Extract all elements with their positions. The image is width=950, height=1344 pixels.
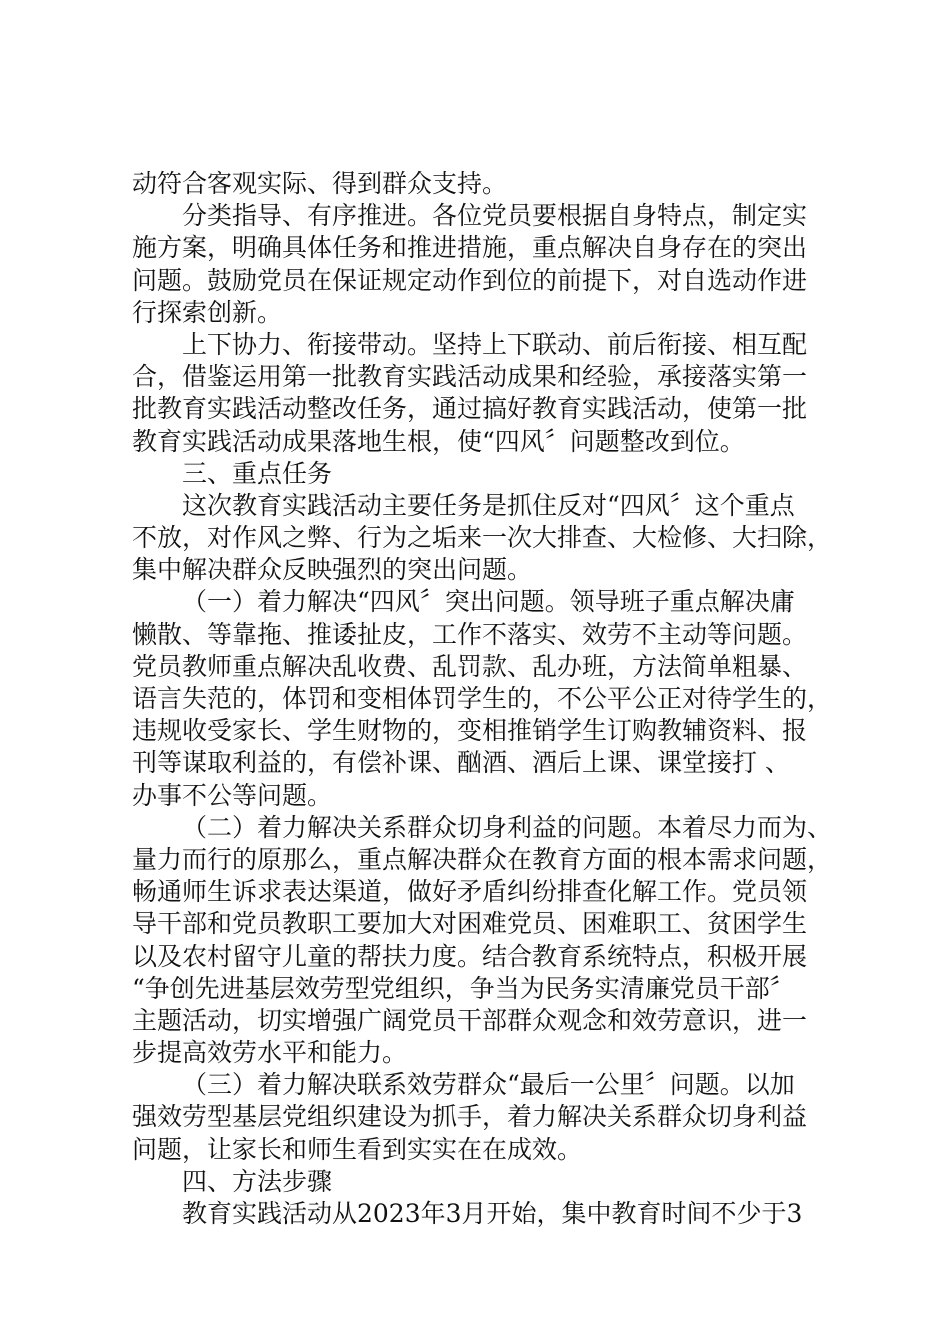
- text-line: （二）着力解决关系群众切身利益的问题。本着尽力而为、: [182, 812, 833, 842]
- text-line: （一）着力解决“四风〞突出问题。领导班子重点解决庸: [182, 587, 795, 617]
- document-body: [132, 168, 833, 1230]
- text-line: 合，借鉴运用第一批教育实践活动成果和经验，承接落实第一: [132, 362, 808, 392]
- text-line: 办事不公等问题。: [132, 780, 333, 810]
- text-line: 步提高效劳水平和能力。: [132, 1038, 408, 1068]
- text-line: 施方案，明确具体任务和推进措施，重点解决自身存在的突出: [132, 233, 808, 263]
- text-line: 主题活动，切实增强广阔党员干部群众观念和效劳意识，进一: [132, 1005, 808, 1035]
- text-line: 集中解决群众反映强烈的突出问题。: [132, 555, 533, 585]
- text-line: 懒散、等靠拖、推诿扯皮，工作不落实、效劳不主动等问题。: [132, 619, 808, 649]
- text-line: 行探索创新。: [132, 297, 283, 327]
- text-line: 党员教师重点解决乱收费、乱罚款、乱办班，方法简单粗暴、: [132, 651, 808, 681]
- text-line: （三）着力解决联系效劳群众“最后一公里〞问题。以加: [182, 1070, 795, 1100]
- text-line: 教育实践活动成果落地生根，使“四风〞问题整改到位。: [132, 426, 745, 456]
- text-line: 这次教育实践活动主要任务是抓住反对“四风〞这个重点: [182, 490, 795, 520]
- text-line: 以及农村留守儿童的帮扶力度。结合教育系统特点，积极开展: [132, 941, 808, 971]
- text-line: 动符合客观实际、得到群众支持。: [132, 169, 508, 198]
- text-line: 问题。鼓励党员在保证规定动作到位的前提下，对自选动作进: [132, 265, 808, 295]
- text-line: “争创先进基层效劳型党组织，争当为民务实清廉党员干部〞: [132, 973, 795, 1003]
- text-line: 违规收受家长、学生财物的，变相推销学生订购教辅资料、报: [132, 716, 808, 746]
- text-line: 问题，让家长和师生看到实实在在成效。: [132, 1134, 583, 1164]
- text-line: 上下协力、衔接带动。坚持上下联动、前后衔接、相互配: [182, 329, 808, 359]
- text-line: 教育实践活动从2023年3月开始，集中教育时间不少于3: [182, 1199, 803, 1228]
- text-line: 三、重点任务: [182, 458, 333, 488]
- text-line: 导干部和党员教职工要加大对困难党员、困难职工、贫困学生: [132, 909, 808, 939]
- text-line: 不放，对作风之弊、行为之垢来一次大排查、大检修、大扫除，: [132, 523, 833, 553]
- text-line: 刊等谋取利益的，有偿补课、酗酒、酒后上课、课堂接打 、: [132, 748, 790, 778]
- text-line: 强效劳型基层党组织建设为抓手，着力解决关系群众切身利益: [132, 1102, 808, 1132]
- text-line: 畅通师生诉求表达渠道，做好矛盾纠纷排查化解工作。党员领: [132, 877, 808, 907]
- text-line: 量力而行的原那么，重点解决群众在教育方面的根本需求问题，: [132, 844, 833, 874]
- text-line: 批教育实践活动整改任务，通过搞好教育实践活动，使第一批: [132, 394, 808, 424]
- text-line: 语言失范的，体罚和变相体罚学生的，不公平公正对待学生的，: [132, 684, 833, 713]
- text-line: 分类指导、有序推进。各位党员要根据自身特点，制定实: [182, 201, 808, 231]
- text-line: 四、方法步骤: [182, 1166, 333, 1196]
